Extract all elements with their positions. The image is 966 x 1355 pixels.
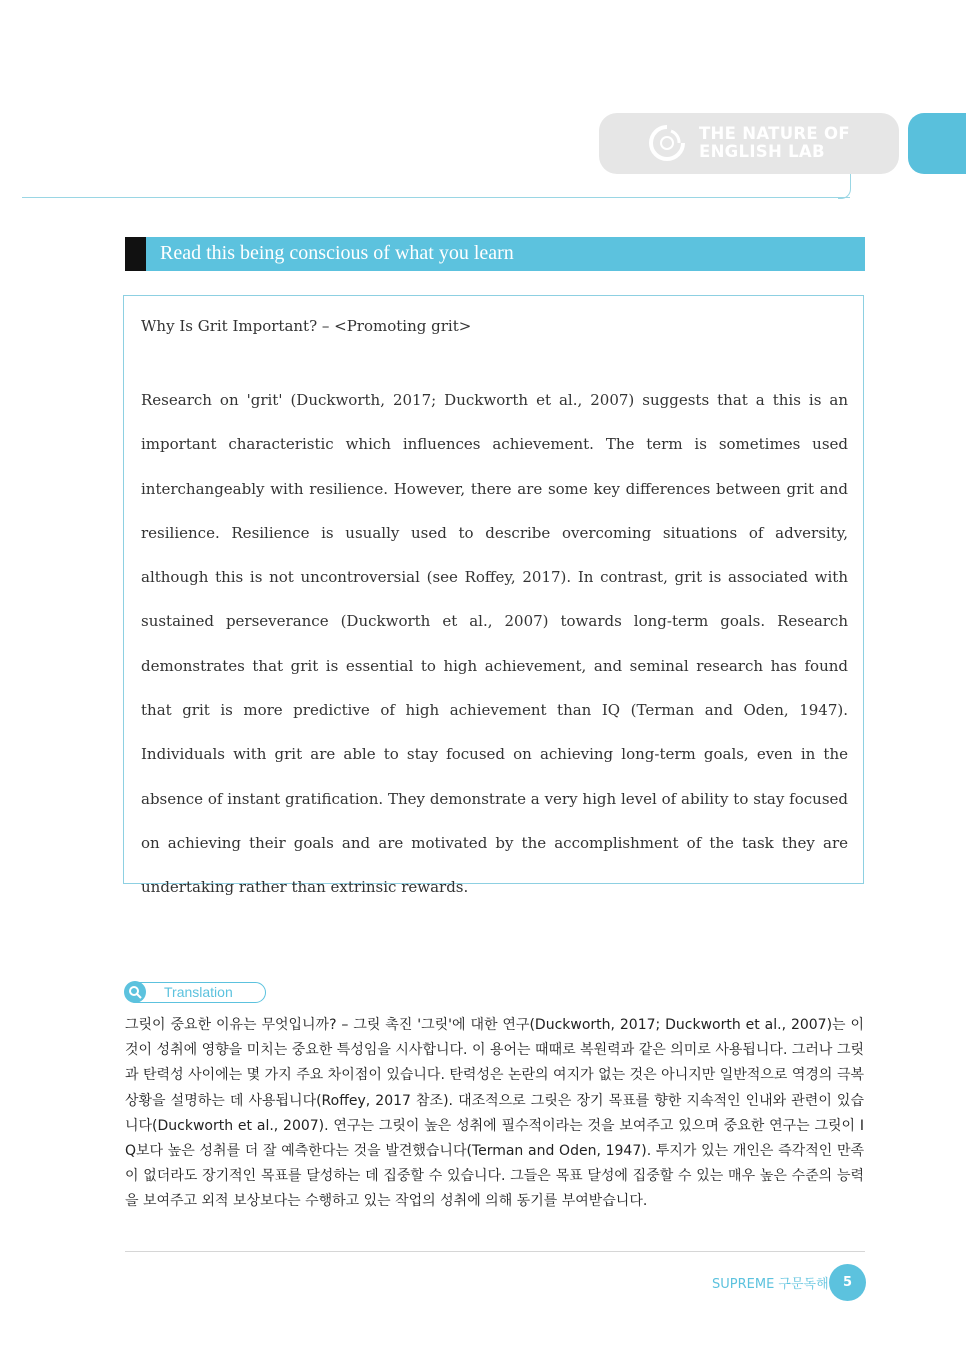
- translation-body: 그릿이 중요한 이유는 무엇입니까? – 그릿 촉진 '그릿'에 대한 연구(Duckworth, 2017; Duckworth et al., 2007)는 이것이 성취에 영향을 미치는 중요한 특성임을 시사합니다. 이 용어는 때때로 복원력과 같은 의미로 사용됩니다. 그러나 그릿과 탄력성 사이에는 몇 가지 주요 차이점이 있습니다. 탄력성은 논란의 여지가 없는 것은 아니지만 일반적으로 역경의 극복 상황을 설명하는 데 사용됩니다(Roffey, 2017 참조). 대조적으로 그릿은 장기 목표를 향한 지속적인 인내와 관련이 있습니다(Duckworth et al., 2007). 연구는 그릿이 높은 성취에 필수적이라는 것을 보여주고 있으며 중요한 연구는 그릿이 IQ보다 높은 성취를 더 잘 예측한다는 것을 발견했습니다(Terman and Oden, 1947). 투지가 있는 개인은 즉각적인 만족이 없더라도 장기적인 목표를 달성하는 데 집중할 수 있습니다. 그들은 목표 달성에 집중할 수 있는 매우 높은 수준의 능력을 보여주고 외적 보상보다는 수행하고 있는 작업의 성취에 의해 동기를 부여받습니다.: [125, 1017, 864, 1210]
- section-title: Read this being conscious of what you learn: [160, 242, 514, 264]
- brand-line1: THE NATURE OF: [699, 124, 850, 143]
- header-divider-hook: [838, 172, 851, 199]
- section-heading-bar: [125, 237, 865, 271]
- footer-brand: SUPREME 구문독해: [712, 1277, 829, 1292]
- translation-label-text: Translation: [164, 984, 233, 1000]
- section-marker: [125, 237, 146, 271]
- brand-line2: ENGLISH LAB: [699, 142, 825, 161]
- header-divider: [22, 197, 850, 198]
- brand-name: [699, 125, 889, 161]
- brand-tab: [908, 113, 966, 174]
- search-icon: [124, 981, 146, 1003]
- reading-passage-box: [123, 295, 864, 897]
- brand-badge: [599, 113, 899, 174]
- page-number: 5: [829, 1264, 866, 1301]
- nel-logo-icon: [647, 123, 687, 163]
- footer-divider: [125, 1251, 865, 1252]
- passage-body: Research on 'grit' (Duckworth, 2017; Duckworth et al., 2007) suggests that a this is an important characteristic which influences achievement. The term is sometimes used interchangeably with resilience. However, there are some key differences between grit and resilience. Resilience is usually used to describe overcoming situations of adversity, although this is not uncontroversial (see Roffey, 2017). In contrast, grit is associated with sustained perseverance (Duckworth et al., 2007) towards long-term goals. Research demonstrates that grit is essential to high achievement, and seminal research has found that grit is more predictive of high achievement than IQ (Terman and Oden, 1947). Individuals with grit are able to stay focused on achieving long-term goals, even in the absence of instant gratification. They demonstrate a very high level of ability to stay focused on achieving their goals and are motivated by the accomplishment of the task they are undertaking rather than extrinsic rewards.: [141, 391, 848, 897]
- translation-label: [125, 982, 266, 1003]
- passage-title: Why Is Grit Important? – <Promoting grit>: [141, 317, 472, 335]
